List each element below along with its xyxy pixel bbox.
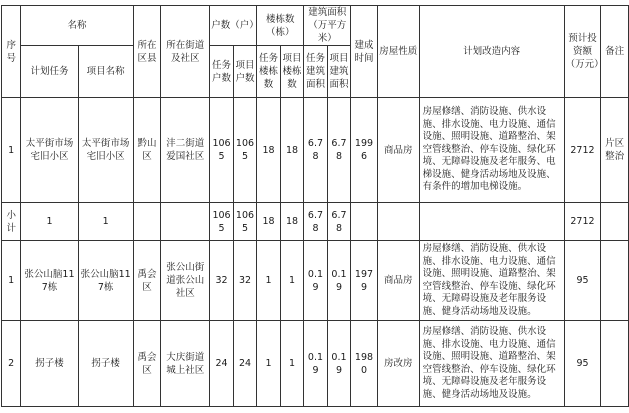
cell-street (161, 203, 210, 241)
cell-plan-task: 太平街市场宅旧小区 (21, 98, 78, 203)
cell-project-name: 1 (78, 203, 133, 241)
cell-remark (601, 241, 629, 321)
cell-area-project: 0.19 (327, 241, 351, 321)
cell-plan-content: 房屋修缮、消防设施、供水设施、排水设施、电力设施、通信设施、照明设施、道路整治、架空管线整治、停车设施、绿化环境、无障碍设施及老年服务、电梯设施、健身活动场地及设施、有条件的增加电梯设施。 (419, 98, 564, 203)
cell-hh-project: 32 (233, 241, 257, 321)
cell-build-year: 1996 (351, 98, 378, 203)
header-plan-content: 计划改造内容 (419, 6, 564, 98)
cell-plan-content: 房屋修缮、消防设施、供水设施、排水设施、电力设施、通信设施、照明设施、道路整治、架空管线整治、停车设施、绿化环境、无障碍设施及老年服务设施、健身活动场地及设施。 (419, 241, 564, 321)
header-seq: 序号 (2, 6, 21, 98)
cell-investment: 2712 (564, 203, 601, 241)
cell-house-type: 商品房 (377, 241, 419, 321)
header-row-1 (2, 6, 629, 46)
header-hh-project: 项目户数 (233, 46, 257, 98)
cell-seq: 小计 (2, 203, 21, 241)
cell-seq: 1 (2, 98, 21, 203)
cell-bd-task: 18 (257, 98, 280, 203)
cell-bd-task: 1 (257, 241, 280, 321)
header-remark: 备注 (601, 6, 629, 98)
cell-plan-task: 拐子楼 (21, 321, 78, 407)
table-row (2, 241, 629, 321)
cell-hh-task: 24 (210, 321, 233, 407)
renovation-plan-table (1, 5, 629, 407)
cell-build-year: 1980 (351, 321, 378, 407)
cell-bd-project: 1 (280, 241, 304, 321)
cell-hh-project: 1065 (233, 98, 257, 203)
cell-bd-task: 1 (257, 321, 280, 407)
cell-remark (601, 203, 629, 241)
cell-hh-project: 24 (233, 321, 257, 407)
header-investment: 预计投资额（万元） (564, 6, 601, 98)
header-hh-task: 任务户数 (210, 46, 233, 98)
cell-area-task: 6.78 (304, 203, 327, 241)
header-households-group: 户数（户） (210, 6, 257, 46)
cell-street: 大庆街道城上社区 (161, 321, 210, 407)
table-row (2, 321, 629, 407)
cell-area-task: 0.19 (304, 321, 327, 407)
header-build-year: 建成时间 (351, 6, 378, 98)
cell-district: 禹会区 (133, 321, 161, 407)
cell-seq: 1 (2, 241, 21, 321)
cell-street: 沣二街道爱国社区 (161, 98, 210, 203)
cell-street: 张公山街道张公山社区 (161, 241, 210, 321)
cell-house-type: 商品房 (377, 98, 419, 203)
header-area-group: 建筑面积（万平方米） (304, 6, 351, 46)
cell-district: 黔山区 (133, 98, 161, 203)
header-plan-task: 计划任务 (21, 46, 78, 98)
subtotal-row (2, 203, 629, 241)
cell-hh-task: 1065 (210, 203, 233, 241)
header-district: 所在区县 (133, 6, 161, 98)
cell-area-project: 6.78 (327, 203, 351, 241)
cell-plan-task: 张公山脑117栋 (21, 241, 78, 321)
cell-plan-content: 房屋修缮、消防设施、供水设施、排水设施、电力设施、通信设施、照明设施、道路整治、架空管线整治、停车设施、绿化环境、无障碍设施及老年服务设施、健身活动场地及设施。 (419, 321, 564, 407)
header-project-name: 项目名称 (78, 46, 133, 98)
cell-investment: 95 (564, 321, 601, 407)
cell-hh-task: 1065 (210, 98, 233, 203)
cell-district: 禹会区 (133, 241, 161, 321)
header-bd-project: 项目楼栋数 (280, 46, 304, 98)
cell-plan-task: 1 (21, 203, 78, 241)
cell-area-task: 0.19 (304, 241, 327, 321)
cell-investment: 2712 (564, 98, 601, 203)
cell-area-project: 6.78 (327, 98, 351, 203)
header-name-group: 名称 (21, 6, 133, 46)
header-bd-task: 任务楼栋数 (257, 46, 280, 98)
header-area-project: 项目建筑面积 (327, 46, 351, 98)
cell-district (133, 203, 161, 241)
cell-bd-project: 18 (280, 98, 304, 203)
cell-project-name: 太平街市场宅旧小区 (78, 98, 133, 203)
cell-project-name: 张公山脑117栋 (78, 241, 133, 321)
table-row (2, 98, 629, 203)
header-house-type: 房屋性质 (377, 6, 419, 98)
cell-remark (601, 321, 629, 407)
header-buildings-group: 楼栋数（栋） (257, 6, 304, 46)
cell-investment: 95 (564, 241, 601, 321)
cell-house-type: 房改房 (377, 321, 419, 407)
cell-hh-task: 32 (210, 241, 233, 321)
cell-hh-project: 1065 (233, 203, 257, 241)
cell-plan-content (419, 203, 564, 241)
cell-area-project: 0.19 (327, 321, 351, 407)
cell-build-year (351, 203, 378, 241)
cell-area-task: 6.78 (304, 98, 327, 203)
cell-bd-project: 18 (280, 203, 304, 241)
header-street: 所在街道及社区 (161, 6, 210, 98)
cell-project-name: 拐子楼 (78, 321, 133, 407)
cell-bd-task: 18 (257, 203, 280, 241)
cell-bd-project: 1 (280, 321, 304, 407)
header-area-task: 任务建筑面积 (304, 46, 327, 98)
cell-house-type (377, 203, 419, 241)
cell-build-year: 1979 (351, 241, 378, 321)
cell-seq: 2 (2, 321, 21, 407)
cell-remark: 片区整治 (601, 98, 629, 203)
